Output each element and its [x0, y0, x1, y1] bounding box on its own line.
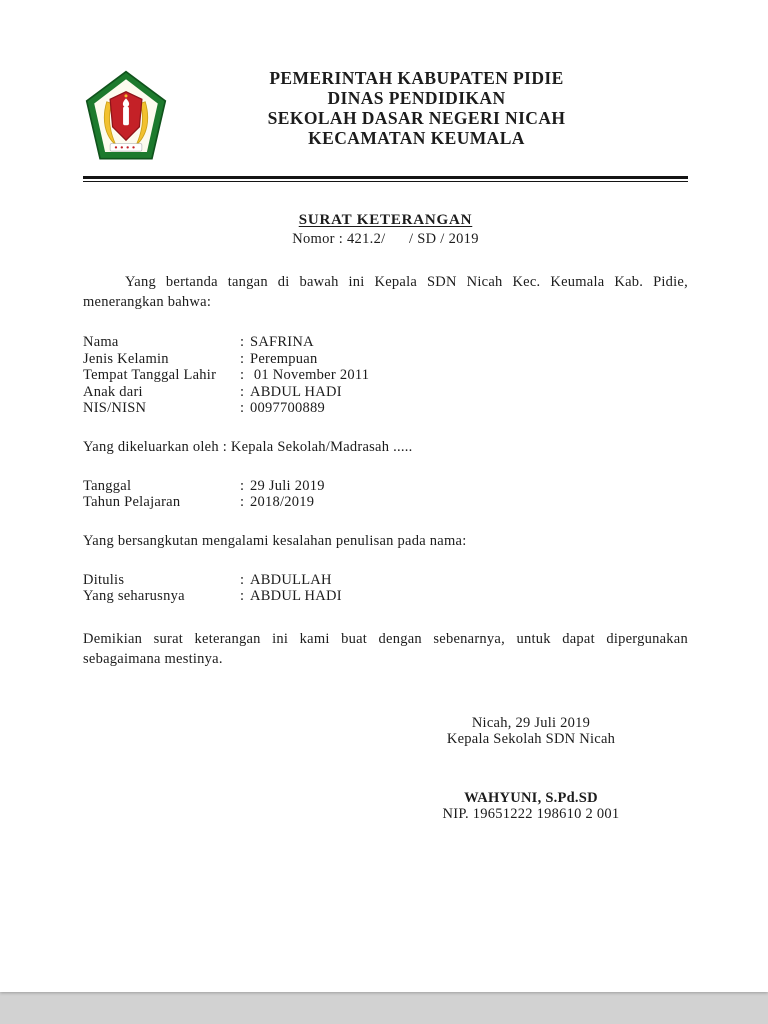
letterhead-line-department: DINAS PENDIDIKAN — [327, 88, 506, 108]
field-value: ABDUL HADI — [250, 588, 342, 604]
letterhead-line-school: SEKOLAH DASAR NEGERI NICAH — [267, 108, 566, 128]
signature-identity — [375, 790, 687, 823]
field-colon: : — [240, 588, 245, 604]
field-colon: : — [240, 400, 245, 416]
field-value: ABDUL HADI — [250, 383, 342, 400]
document-number: Nomor : 421.2/ / SD / 2019 — [292, 231, 479, 247]
field-label: Tempat Tanggal Lahir — [83, 367, 217, 383]
correction-intro: Yang bersangkutan mengalami kesalahan penulisan pada nama: — [83, 532, 467, 549]
signature-name: WAHYUNI, S.Pd.SD — [464, 789, 598, 806]
field-row-nama — [83, 334, 688, 351]
field-label: Anak dari — [83, 383, 143, 400]
field-value: 2018/2019 — [250, 494, 315, 510]
field-value: ABDULLAH — [250, 571, 332, 588]
field-row-nis-nisn — [83, 400, 688, 417]
letterhead-line-government: PEMERINTAH KABUPATEN PIDIE — [269, 68, 564, 88]
field-value: Perempuan — [250, 350, 318, 367]
field-row-jenis-kelamin — [83, 351, 688, 368]
field-row-ditulis — [83, 572, 688, 589]
field-colon: : — [240, 383, 245, 400]
pidie-emblem-icon — [83, 70, 169, 162]
field-colon: : — [240, 477, 245, 494]
letterhead-rule-thick — [83, 176, 688, 179]
signature-place-date: Nicah, 29 Juli 2019 — [471, 714, 591, 731]
field-row-tahun-pelajaran — [83, 494, 688, 511]
issued-by-line: Yang dikeluarkan oleh : Kepala Sekolah/Madrasah ..... — [83, 438, 413, 455]
field-row-tanggal — [83, 478, 688, 495]
signature-nip: NIP. 19651222 198610 2 001 — [442, 806, 620, 822]
field-colon: : — [240, 571, 245, 588]
field-value: 0097700889 — [250, 400, 325, 416]
letterhead — [83, 68, 688, 164]
field-label: NIS/NISN — [83, 400, 147, 416]
field-row-yang-seharusnya — [83, 588, 688, 605]
student-fields — [83, 334, 688, 417]
signature-block — [375, 715, 687, 823]
letterhead-rule-thin — [83, 181, 688, 182]
document-title: SURAT KETERANGAN — [298, 212, 473, 228]
field-colon: : — [240, 494, 245, 510]
field-label: Ditulis — [83, 571, 125, 588]
field-row-anak-dari — [83, 384, 688, 401]
field-colon: : — [240, 334, 245, 350]
date-fields — [83, 478, 688, 511]
field-label: Jenis Kelamin — [83, 350, 169, 367]
pidie-emblem-logo — [83, 70, 169, 162]
field-label: Yang seharusnya — [83, 588, 185, 604]
field-row-tempat-tanggal-lahir — [83, 367, 688, 384]
field-value: 29 Juli 2019 — [250, 477, 325, 494]
field-label: Nama — [83, 334, 119, 350]
field-label: Tanggal — [83, 477, 132, 494]
closing-paragraph: Demikian surat keterangan ini kami buat dengan sebenarnya, untuk dapat dipergunakan sebagaimana mestinya. — [83, 630, 688, 667]
field-value: SAFRINA — [250, 334, 314, 350]
field-colon: : — [240, 367, 245, 383]
field-label: Tahun Pelajaran — [83, 494, 181, 510]
correction-fields — [83, 572, 688, 605]
field-colon: : — [240, 350, 245, 367]
signature-role: Kepala Sekolah SDN Nicah — [446, 731, 616, 747]
intro-paragraph: Yang bertanda tangan di bawah ini Kepala SDN Nicah Kec. Keumala Kab. Pidie, menerangkan bahwa: — [83, 274, 688, 310]
letterhead-line-district: KECAMATAN KEUMALA — [308, 128, 525, 148]
letterhead-text — [145, 68, 688, 148]
field-value: 01 November 2011 — [250, 367, 370, 383]
